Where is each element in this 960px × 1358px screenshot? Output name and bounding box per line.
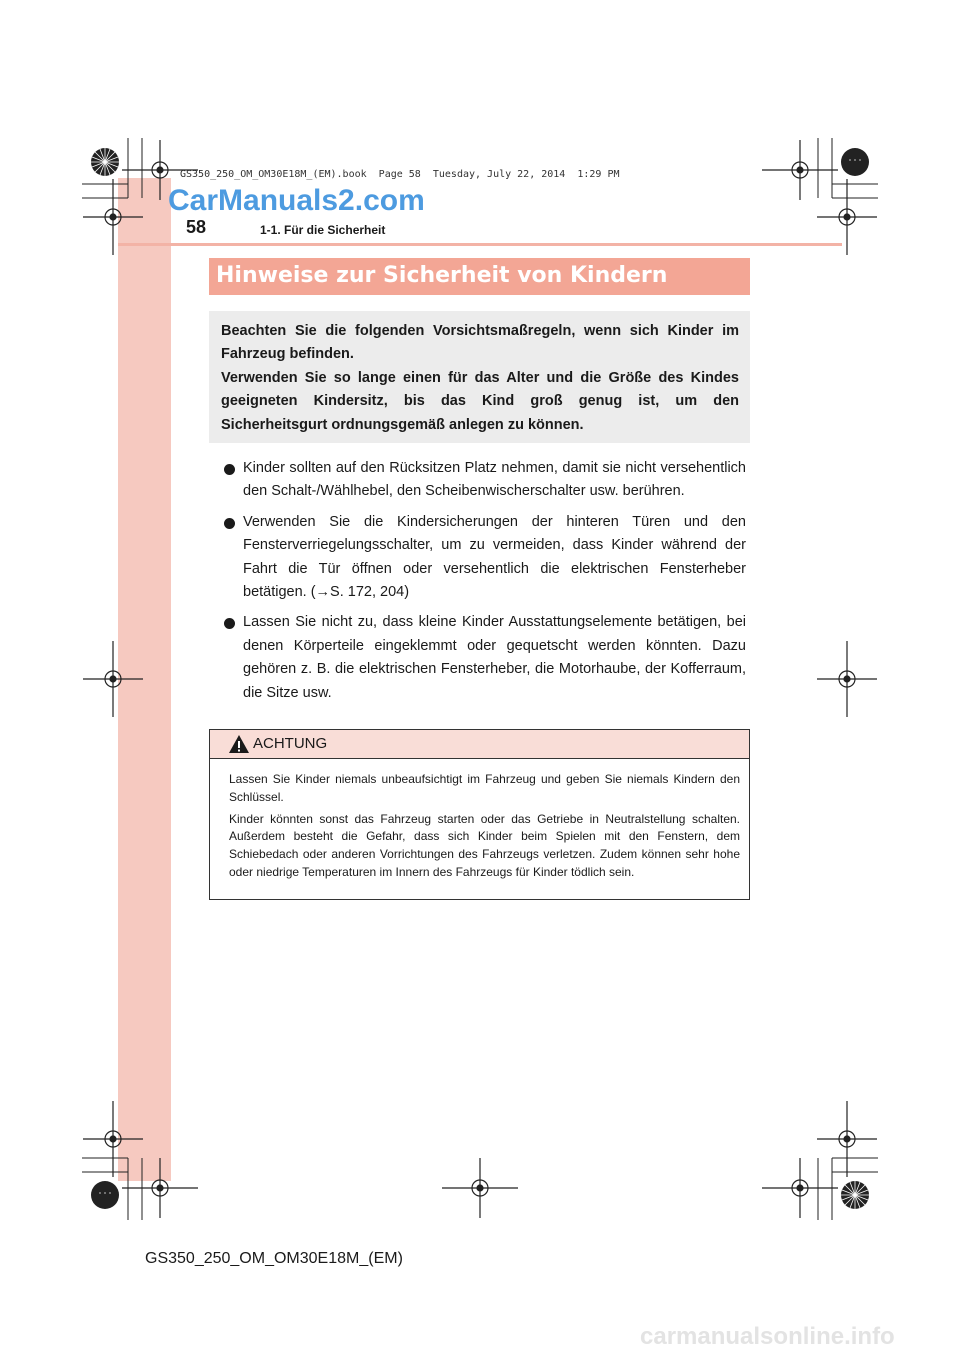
- warning-body: [229, 771, 740, 886]
- bullet-list: [222, 457, 746, 712]
- footer-site-watermark[interactable]: carmanualsonline.info: [640, 1323, 895, 1350]
- footer-doc-code: GS350_250_OM_OM30E18M_(EM): [145, 1250, 403, 1267]
- watermark-logo[interactable]: CarManuals2.com: [168, 184, 425, 217]
- page-number: 58: [186, 217, 207, 237]
- bullet-text: Verwenden Sie die Kindersicherungen der hinteren Türen und den Fensterverriegelungsschalter, um zu vermeiden, dass Kinder während der Fahrt die Tür öffnen oder versehentlich die elektrischen Fensterheber betätigen. (→S. 172, 204): [243, 513, 746, 601]
- bullet-text: Lassen Sie nicht zu, dass kleine Kinder Ausstattungselemente betätigen, bei denen Körperteile eingeklemmt oder gequetscht werden könnten. Dazu gehören z. B. die elektrischen Fensterheber, die Motorhaube, der Kofferraum, die Sitze usw.: [243, 614, 746, 701]
- bullet-text: Kinder sollten auf den Rücksitzen Platz nehmen, damit sie nicht versehentlich den Schalt-/Wählhebel, den Scheibenwischerschalter usw. berühren.: [243, 460, 746, 500]
- bullet-icon: [224, 618, 235, 629]
- warning-label: ACHTUNG: [253, 735, 328, 752]
- print-info: GS350_250_OM_OM30E18M_(EM).book Page 58 Tuesday, July 22, 2014 1:29 PM: [180, 169, 620, 180]
- warning-triangle-icon: [228, 734, 250, 754]
- intro-text: [221, 320, 739, 437]
- section-breadcrumb: 1-1. Für die Sicherheit: [260, 223, 386, 237]
- intro-paragraph: Beachten Sie die folgenden Vorsichtsmaßregeln, wenn sich Kinder im Fahrzeug befinden.: [221, 323, 739, 363]
- list-item: [222, 611, 746, 705]
- warning-header: [210, 730, 749, 759]
- page-title: Hinweise zur Sicherheit von Kindern: [216, 263, 668, 288]
- warning-paragraph: Lassen Sie Kinder niemals unbeaufsichtigt im Fahrzeug und geben Sie niemals Kindern den Schlüssel.: [229, 772, 740, 804]
- intro-paragraph: Verwenden Sie so lange einen für das Alter und die Größe des Kindes geeigneten Kindersitz, bis das Kind groß genug ist, um den Sicherheitsgurt ordnungsgemäß anlegen zu können.: [221, 369, 739, 433]
- bullet-icon: [224, 464, 235, 475]
- list-item: [222, 457, 746, 504]
- section-title-bar: [209, 258, 750, 295]
- warning-paragraph: Kinder könnten sonst das Fahrzeug starten oder das Getriebe in Neutralstellung schalten. Außerdem besteht die Gefahr, dass sich Kinder beim Spielen mit den Fenstern, dem Schiebedach oder anderen Vorrichtungen des Fahrzeugs verletzen. Zudem können sehr hohe oder niedrige Temperaturen im Innern des Fahrzeugs für Kinder tödlich sein.: [229, 811, 740, 879]
- list-item: [222, 511, 746, 605]
- intro-box: [209, 311, 750, 443]
- warning-box: [209, 729, 750, 900]
- bullet-icon: [224, 518, 235, 529]
